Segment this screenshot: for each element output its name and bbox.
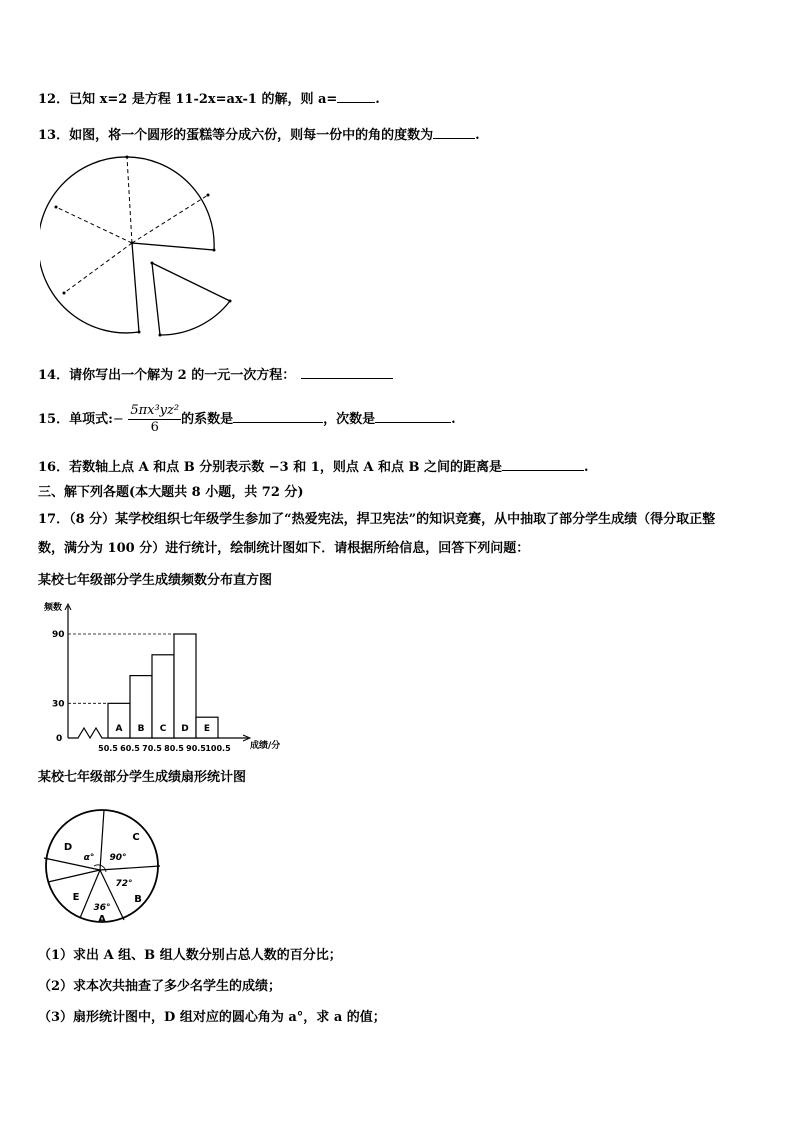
q15-denominator: 6: [150, 420, 159, 435]
pie-sector-divider: [100, 866, 160, 870]
section-3-heading: 三、解下列各题(本大题共 8 小题，共 72 分): [38, 485, 304, 500]
histogram-bar: [174, 634, 196, 738]
y-tick-label: 90: [52, 630, 65, 640]
pie-sector-divider: [100, 810, 104, 870]
q15-numerator: 5πx³yz²: [130, 403, 180, 418]
pie-label-d: D: [63, 842, 73, 853]
q15-coefficient-blank[interactable]: [233, 410, 323, 423]
cake-slice: [152, 263, 230, 335]
question-15: [38, 402, 456, 438]
q17-line2: 数，满分为 100 分）进行统计，绘制统计图如下．请根据所给信息，回答下列问题：: [38, 541, 530, 556]
q17-sub3: （3）扇形统计图中，D 组对应的圆心角为 a°，求 a 的值；: [38, 1010, 386, 1025]
pie-sector-divider: [48, 870, 100, 882]
x-tick-label: 60.5: [120, 744, 140, 753]
x-axis-label: 成绩/分: [250, 741, 281, 751]
y-tick-label: 0: [56, 734, 63, 744]
x-tick-label: 50.5: [98, 744, 118, 753]
q15-degree-blank[interactable]: [375, 410, 451, 423]
q16-end: .: [584, 460, 589, 475]
x-tick-label: 100.5: [205, 744, 231, 753]
q14-answer-blank[interactable]: [301, 366, 393, 379]
x-tick-label: 90.5: [186, 744, 206, 753]
x-tick-label: 80.5: [164, 744, 184, 753]
q15-negative-sign: −: [112, 412, 124, 427]
q17-line1: 17．（8 分）某学校组织七年级学生参加了“热爱宪法，捍卫宪法”的知识竞赛，从中抽取了部分学生成绩（得分取正整: [38, 512, 716, 527]
q15-prefix: 15．单项式:: [38, 412, 113, 427]
cake-divisions: [56, 157, 208, 293]
bar-category-label: A: [115, 724, 123, 734]
q13-text: 13．如图，将一个圆形的蛋糕等分成六份，则每一份中的角的度数为: [38, 128, 434, 143]
pie-chart-title: 某校七年级部分学生成绩扇形统计图: [38, 770, 247, 785]
y-axis-label: 频数: [44, 603, 63, 613]
pie-chart: [42, 808, 166, 926]
histogram-title: 某校七年级部分学生成绩频数分布直方图: [38, 573, 273, 588]
q16-answer-blank[interactable]: [502, 458, 584, 471]
pie-label-b: B: [134, 894, 142, 905]
q15-fraction: [128, 403, 181, 436]
pie-label-e: E: [72, 892, 80, 903]
q15-mid: 的系数是: [181, 412, 234, 427]
question-16: [38, 458, 589, 476]
q16-text: 16．若数轴上点 A 和点 B 分别表示数 −3 和 1，则点 A 和点 B 之间的距离是: [38, 460, 503, 475]
angle-label-c: 90°: [109, 853, 127, 863]
bar-category-label: B: [137, 724, 145, 734]
x-tick-label: 70.5: [142, 744, 162, 753]
y-tick-label: 30: [52, 699, 65, 710]
bar-category-label: E: [203, 724, 211, 734]
bar-category-label: C: [159, 724, 167, 734]
cake-outline: [40, 157, 214, 333]
pie-label-a: A: [98, 914, 106, 925]
angle-label-d: α°: [83, 853, 95, 863]
q17-sub2: （2）求本次共抽查了多少名学生的成绩；: [38, 979, 282, 994]
q17-sub1: （1）求出 A 组、B 组人数分别占总人数的百分比；: [38, 948, 342, 963]
question-12: [38, 90, 380, 108]
q15-end: .: [451, 412, 456, 427]
q13-answer-blank[interactable]: [433, 126, 475, 139]
angle-label-a: 36°: [93, 903, 111, 913]
q13-end: .: [475, 128, 480, 143]
q12-text: 12．已知 x=2 是方程 11-2x=ax-1 的解，则 a=: [38, 92, 338, 107]
histogram-chart: [38, 598, 288, 756]
pie-label-c: C: [132, 832, 140, 843]
question-14: [38, 366, 393, 384]
q12-answer-blank[interactable]: [337, 90, 375, 103]
q15-mid2: ，次数是: [323, 412, 376, 427]
bar-category-label: D: [181, 724, 189, 734]
q14-text: 14．请你写出一个解为 2 的一元一次方程：: [38, 368, 296, 383]
cake-figure: [40, 155, 240, 345]
question-13: [38, 126, 480, 144]
q12-end: .: [375, 92, 380, 107]
angle-label-b: 72°: [115, 879, 133, 889]
